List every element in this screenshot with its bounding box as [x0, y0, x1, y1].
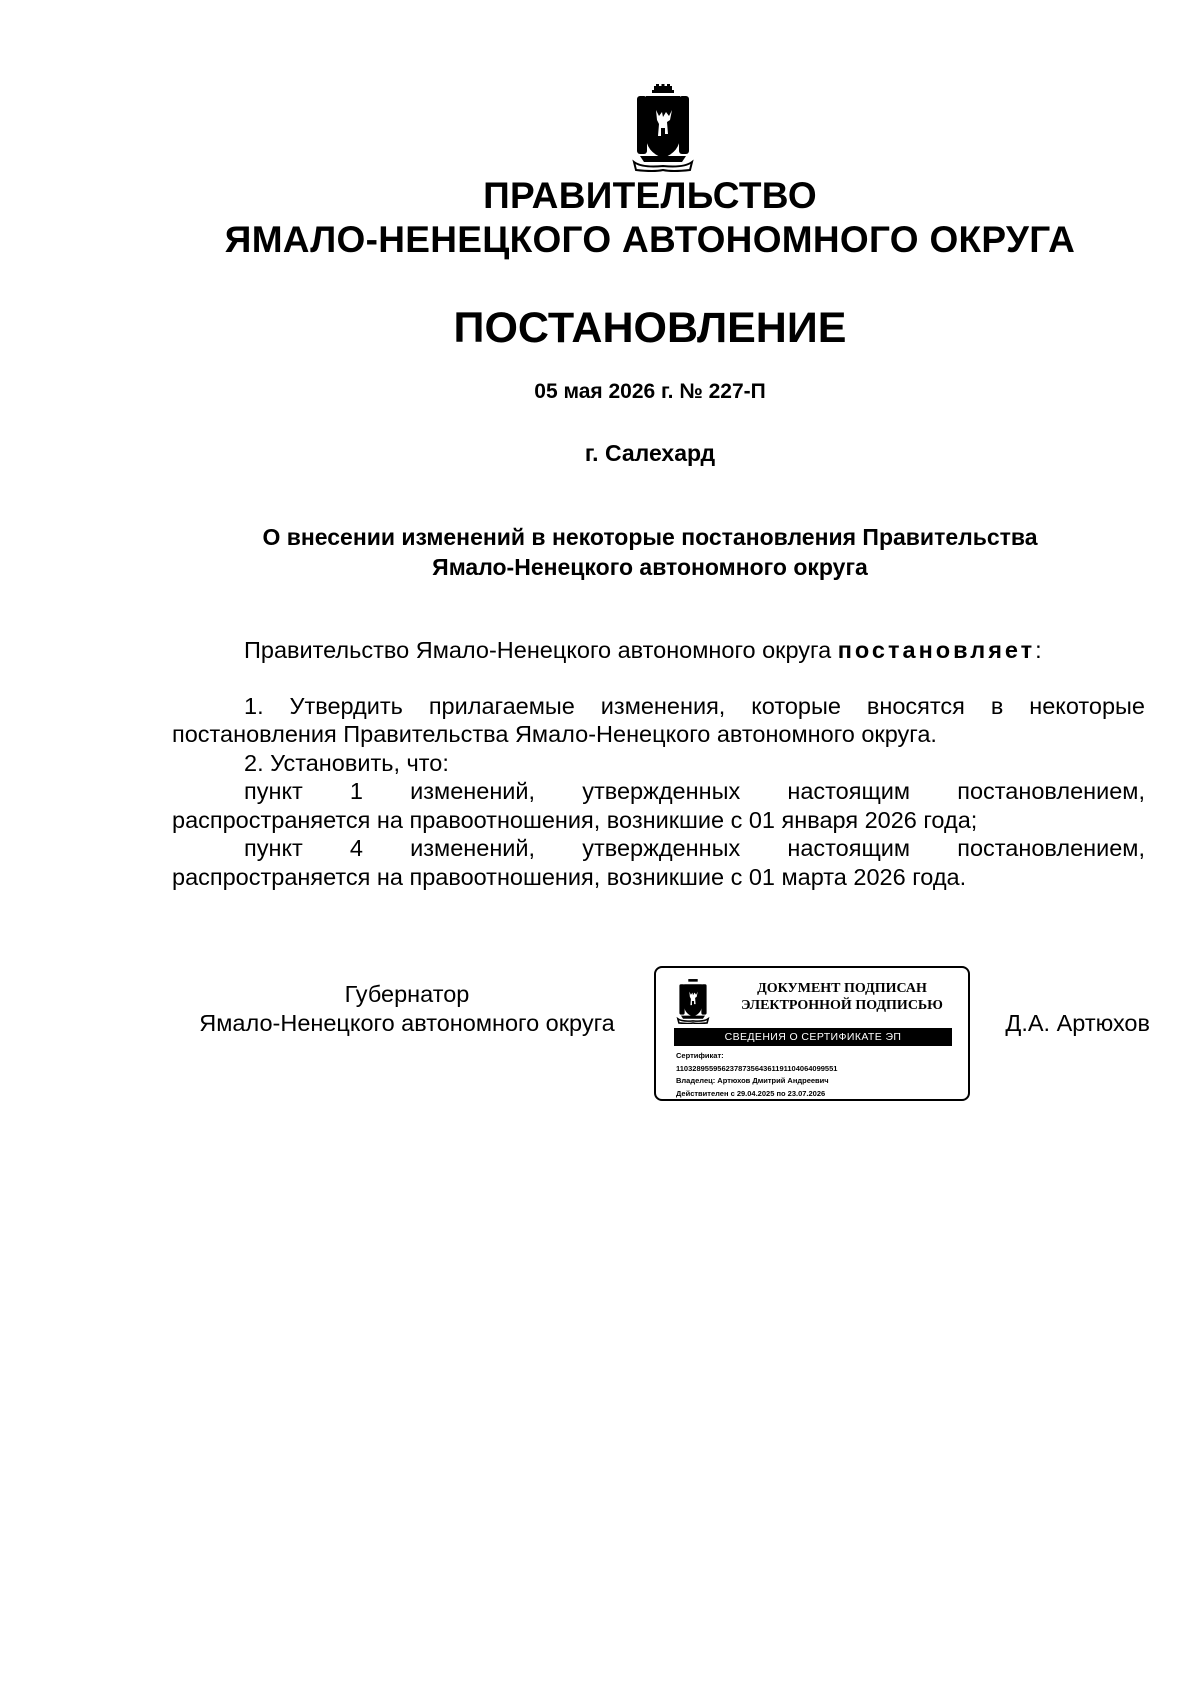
document-body	[172, 636, 1145, 891]
stamp-title-line1: ДОКУМЕНТ ПОДПИСАН	[757, 981, 927, 996]
item-1-paragraph: 1. Утвердить прилагаемые изменения, которые вносятся в некоторые постановления Правительства Ямало-Ненецкого автономного округа.	[172, 692, 1145, 747]
signer-position-line2: Ямало-Ненецкого автономного округа	[199, 1010, 615, 1036]
signer-position-line1: Губернатор	[344, 981, 470, 1007]
item-2a-paragraph: пункт 1 изменений, утвержденных настоящим постановлением, распространяется на правоотношения, возникшие с 01 января 2026 года;	[172, 778, 1145, 833]
electronic-signature-stamp	[654, 966, 970, 1101]
stamp-certificate-bar: СВЕДЕНИЯ О СЕРТИФИКАТЕ ЭП	[674, 1028, 952, 1046]
document-subject	[170, 522, 1130, 582]
stamp-cert-value: 110328955956237873564361191104064099551	[676, 1063, 838, 1073]
subject-line1: О внесении изменений в некоторые постановления Правительства	[262, 524, 1038, 550]
stamp-certificate-info	[676, 1050, 958, 1100]
preamble-text: Правительство Ямало-Ненецкого автономного округа	[244, 637, 838, 663]
stamp-cert-label: Сертификат:	[676, 1051, 724, 1060]
item-2b-paragraph: пункт 4 изменений, утвержденных настоящим постановлением, распространяется на правоотношения, возникшие с 01 марта 2026 года.	[172, 835, 1145, 890]
government-title-line2: ЯМАЛО-НЕНЕЦКОГО АВТОНОМНОГО ОКРУГА	[224, 219, 1076, 260]
coat-of-arms-emblem	[632, 84, 694, 172]
stamp-validity: Действителен с 29.04.2025 по 23.07.2026	[676, 1088, 826, 1098]
signer-name: Д.А. Артюхов	[1005, 1010, 1150, 1036]
preamble-paragraph	[172, 636, 1145, 665]
stamp-title	[726, 980, 958, 1014]
government-title	[150, 174, 1150, 262]
stamp-title-line2: ЭЛЕКТРОННОЙ ПОДПИСЬЮ	[741, 998, 943, 1013]
stamp-owner: Владелец: Артюхов Дмитрий Андреевич	[676, 1076, 829, 1085]
government-title-line1: ПРАВИТЕЛЬСТВО	[483, 175, 817, 216]
document-city: г. Салехард	[584, 440, 716, 466]
item-2-paragraph: 2. Установить, что:	[244, 749, 449, 776]
document-date-number: 05 мая 2026 г. № 227-П	[534, 380, 766, 403]
document-type: ПОСТАНОВЛЕНИЕ	[453, 304, 847, 352]
preamble-verb: постановляет	[837, 637, 1036, 663]
subject-line2: Ямало-Ненецкого автономного округа	[432, 554, 868, 580]
signer-position	[172, 980, 642, 1038]
stamp-emblem-icon	[676, 978, 710, 1024]
preamble-colon: :	[1035, 637, 1042, 663]
